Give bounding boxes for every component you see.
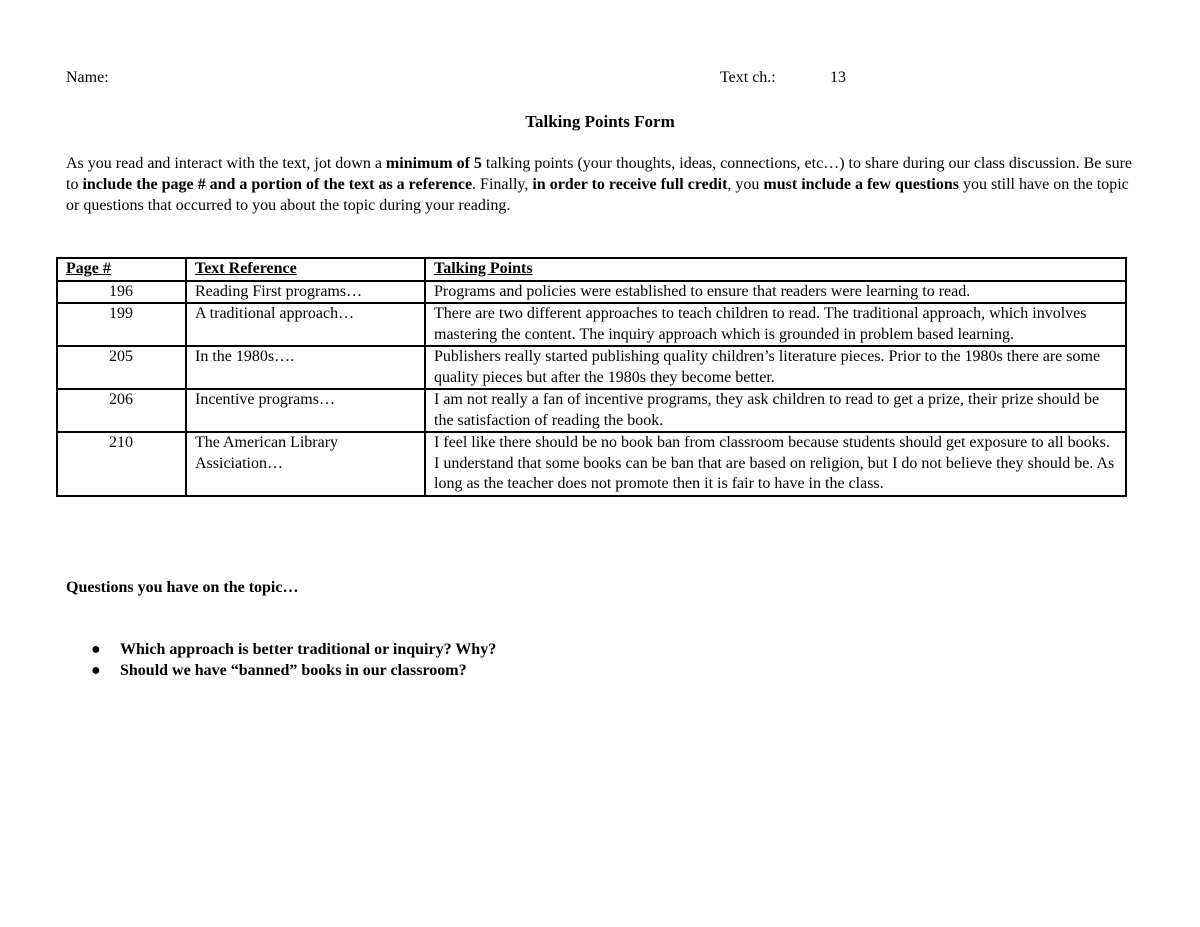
questions-heading: Questions you have on the topic… (66, 579, 299, 596)
questions-list (66, 639, 496, 681)
table-row (57, 281, 1126, 304)
page-number-cell: 205 (57, 346, 186, 389)
table-header-row (57, 258, 1126, 281)
instructions-emphasis: in order to receive full credit (532, 176, 728, 193)
column-header-page: Page # (57, 258, 186, 281)
table-row (57, 303, 1126, 346)
page-number-cell: 210 (57, 432, 186, 496)
column-header-talking-points: Talking Points (425, 258, 1126, 281)
page-number-cell: 206 (57, 389, 186, 432)
instructions-text: As you read and interact with the text, jot down a (66, 155, 386, 172)
text-reference-cell: In the 1980s…. (186, 346, 425, 389)
text-reference-cell: The American Library Assiciation… (186, 432, 425, 496)
instructions-emphasis: include the page # and a portion of the text as a reference (82, 176, 473, 193)
talking-points-table (56, 257, 1127, 497)
text-reference-cell: Incentive programs… (186, 389, 425, 432)
text-reference-cell: Reading First programs… (186, 281, 425, 304)
page-title: Talking Points Form (525, 112, 675, 131)
talking-point-cell: There are two different approaches to teach children to read. The traditional approach, which involves mastering the content. The inquiry approach which is grounded in problem based learning. (425, 303, 1126, 346)
talking-point-cell: I am not really a fan of incentive programs, they ask children to read to get a prize, their prize should be the satisfaction of reading the book. (425, 389, 1126, 432)
text-chapter-value: 13 (830, 69, 846, 86)
talking-point-cell: Programs and policies were established to ensure that readers were learning to read. (425, 281, 1126, 304)
instructions-paragraph (66, 153, 1141, 216)
page-number-cell: 199 (57, 303, 186, 346)
instructions-text: . Finally, (472, 176, 533, 193)
column-header-text-reference: Text Reference (186, 258, 425, 281)
talking-point-cell: Publishers really started publishing quality children’s literature pieces. Prior to the 1980s there are some quality pieces but after the 1980s they become better. (425, 346, 1126, 389)
table-row (57, 389, 1126, 432)
text-reference-cell: A traditional approach… (186, 303, 425, 346)
table-row (57, 346, 1126, 389)
bullet-icon: ● (91, 662, 101, 679)
instructions-text: talking points (your thoughts, ideas, connections, etc…) to share during our class discussion. Be sure to (66, 155, 1133, 193)
list-item (66, 660, 496, 681)
question-text: Which approach is better traditional or inquiry? Why? (120, 641, 497, 658)
instructions-emphasis: minimum of 5 (385, 155, 482, 172)
instructions-text: , you (727, 176, 764, 193)
question-text: Should we have “banned” books in our classroom? (120, 662, 467, 679)
name-label: Name: (66, 69, 109, 86)
table-row (57, 432, 1126, 496)
instructions-text: you still have on the topic or questions that occurred to you about the topic during your reading. (66, 176, 1129, 214)
list-item (66, 639, 496, 660)
bullet-icon: ● (91, 641, 101, 658)
instructions-emphasis: must include a few questions (763, 176, 959, 193)
talking-point-cell: I feel like there should be no book ban from classroom because students should get exposure to all books. I understand that some books can be ban that are based on religion, but I do not believe they should be. As long as the teacher does not promote then it is fair to have in the class. (425, 432, 1126, 496)
page-number-cell: 196 (57, 281, 186, 304)
text-chapter-label: Text ch.: (720, 69, 776, 86)
